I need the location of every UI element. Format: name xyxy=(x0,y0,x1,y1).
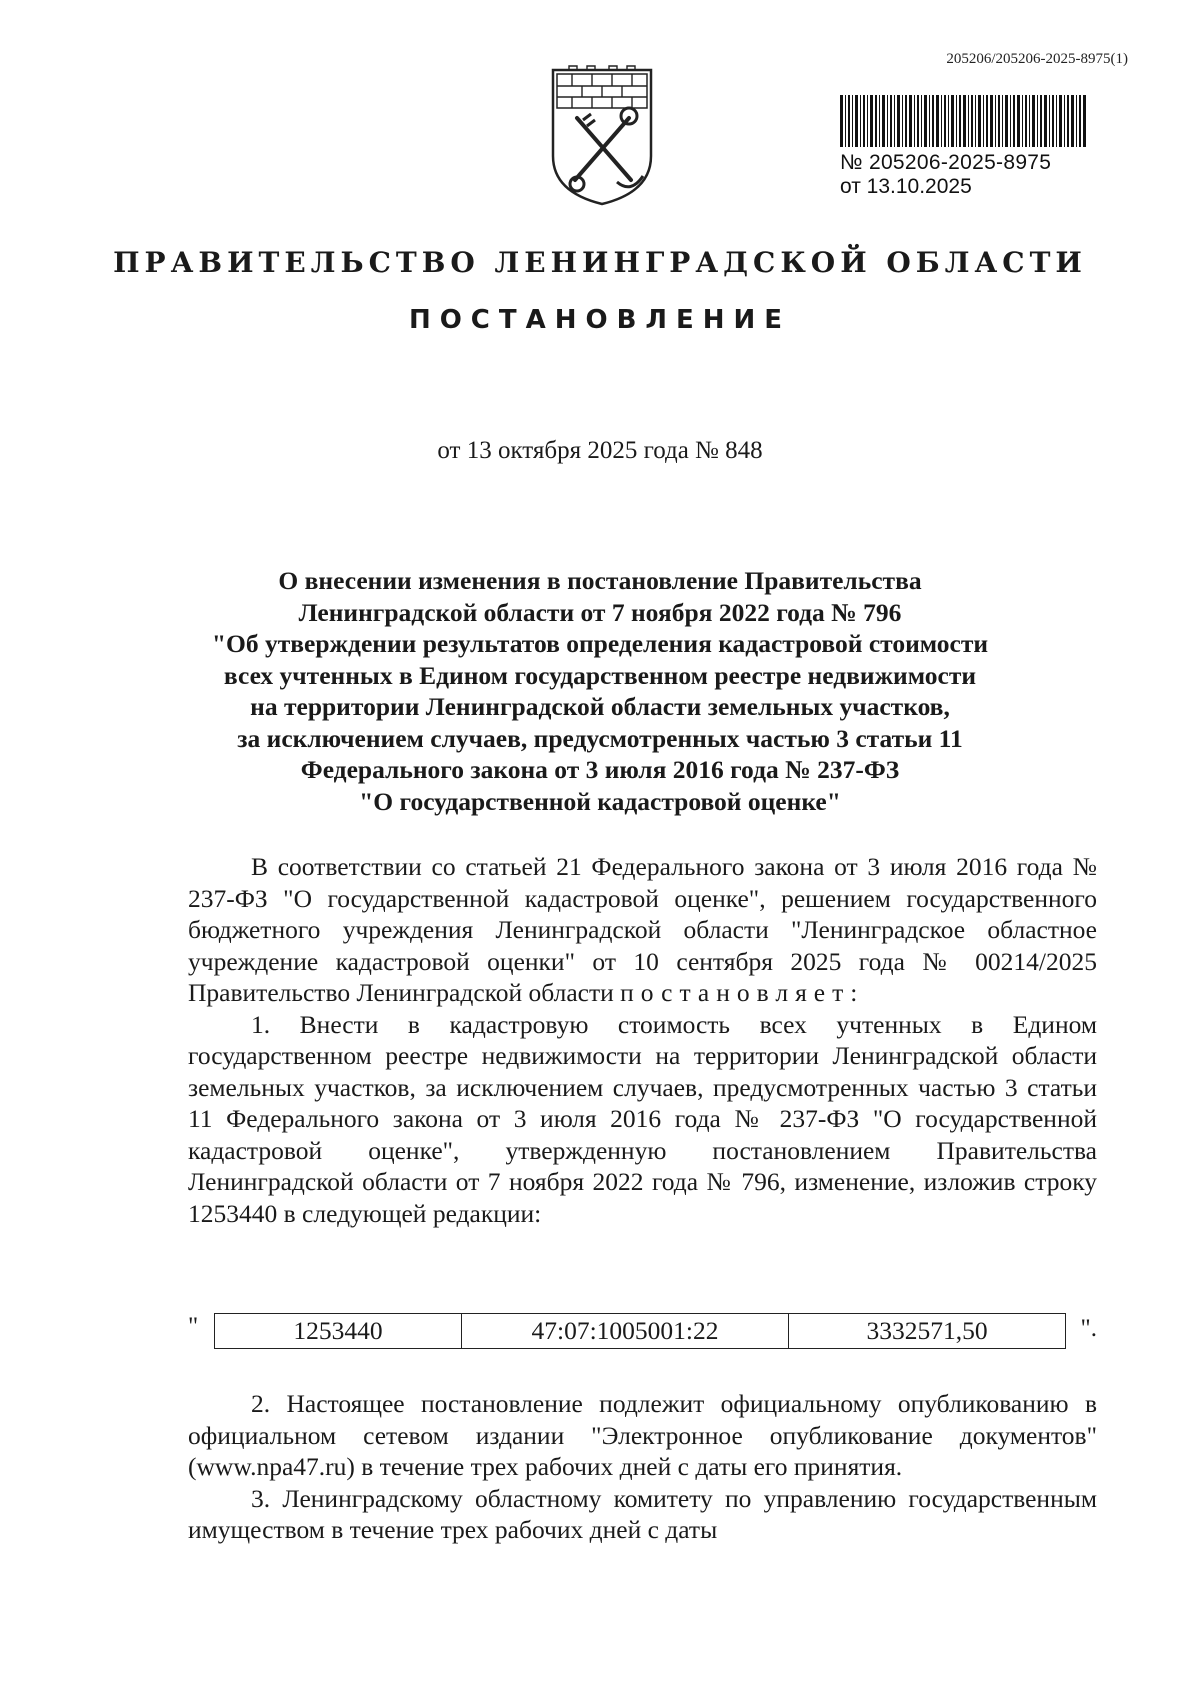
body-section-1 xyxy=(188,851,1097,1229)
amendment-table xyxy=(214,1313,1066,1349)
open-quote: " xyxy=(188,1313,199,1340)
document-type: ПОСТАНОВЛЕНИЕ xyxy=(408,305,792,335)
cadastral-number-cell: 47:07:1005001:22 xyxy=(462,1314,789,1349)
body-section-2 xyxy=(188,1388,1097,1546)
row-number-cell: 1253440 xyxy=(215,1314,462,1349)
document-reference: 205206/205206-2025-8975(1) xyxy=(946,51,1128,67)
item-2-paragraph: 2. Настоящее постановление подлежит официальному опубликованию в официальном сетевом издании "Электронное опубликование документов" (www.npa47.ru) в течение трех рабочих дней с даты его принятия. xyxy=(188,1389,1097,1481)
subject-line: Ленинградской области от 7 ноября 2022 года № 796 xyxy=(298,597,902,627)
amendment-row xyxy=(188,1313,1097,1353)
subject-line: за исключением случаев, предусмотренных частью 3 статьи 11 xyxy=(237,723,963,753)
barcode-icon xyxy=(840,95,1086,147)
authority-title: ПРАВИТЕЛЬСТВО ЛЕНИНГРАДСКОЙ ОБЛАСТИ xyxy=(113,246,1087,279)
cadastral-value-cell: 3332571,50 xyxy=(789,1314,1066,1349)
subject-line: "О государственной кадастровой оценке" xyxy=(359,786,841,816)
registration-date: от 13.10.2025 xyxy=(840,175,972,198)
document-date-number: от 13 октября 2025 года № 848 xyxy=(437,437,763,464)
table-row xyxy=(215,1314,1066,1349)
registration-block xyxy=(840,95,1100,199)
subject-line: Федерального закона от 3 июля 2016 года № 237-ФЗ xyxy=(300,755,900,784)
subject-line: "Об утверждении результатов определения кадастровой стоимости xyxy=(211,629,989,658)
close-quote: ". xyxy=(1080,1315,1097,1342)
preamble-text: В соответствии со статьей 21 Федерального закона от 3 июля 2016 года № 237-ФЗ "О государственной кадастровой оценке", решением государственного бюджетного учреждения Ленинградской области "Ленинградское областное учреждение кадастровой оценки" от 10 сентября 2025 года № 00214/2025 Правительство Ленинградской области xyxy=(188,852,1097,1007)
preamble-paragraph xyxy=(188,851,1097,1009)
subject-line: на территории Ленинградской области земельных участков, xyxy=(250,692,950,721)
item-1-paragraph: 1. Внести в кадастровую стоимость всех учтенных в Едином государственном реестре недвижимости на территории Ленинградской области земельных участков, за исключением случаев, предусмотренных частью 3 статьи 11 Федерального закона от 3 июля 2016 года № 237-ФЗ "О государственной кадастровой оценке", утвержденную постановлением Правительства Ленинградской области от 7 ноября 2022 года № 796, изменение, изложив строку 1253440 в следующей редакции: xyxy=(188,1009,1097,1228)
subject-line: О внесении изменения в постановление Правительства xyxy=(278,566,922,595)
subject-line: всех учтенных в Едином государственном реестре недвижимости xyxy=(223,660,977,690)
resolves-word: постановляет: xyxy=(620,978,865,1007)
item-3-paragraph: 3. Ленинградскому областному комитету по управлению государственным имуществом в течение трех рабочих дней с даты xyxy=(188,1483,1097,1544)
leningrad-oblast-coat-of-arms-icon xyxy=(547,64,657,208)
document-subject xyxy=(170,565,1030,817)
registration-number: № 205206-2025-8975 xyxy=(840,151,1052,174)
